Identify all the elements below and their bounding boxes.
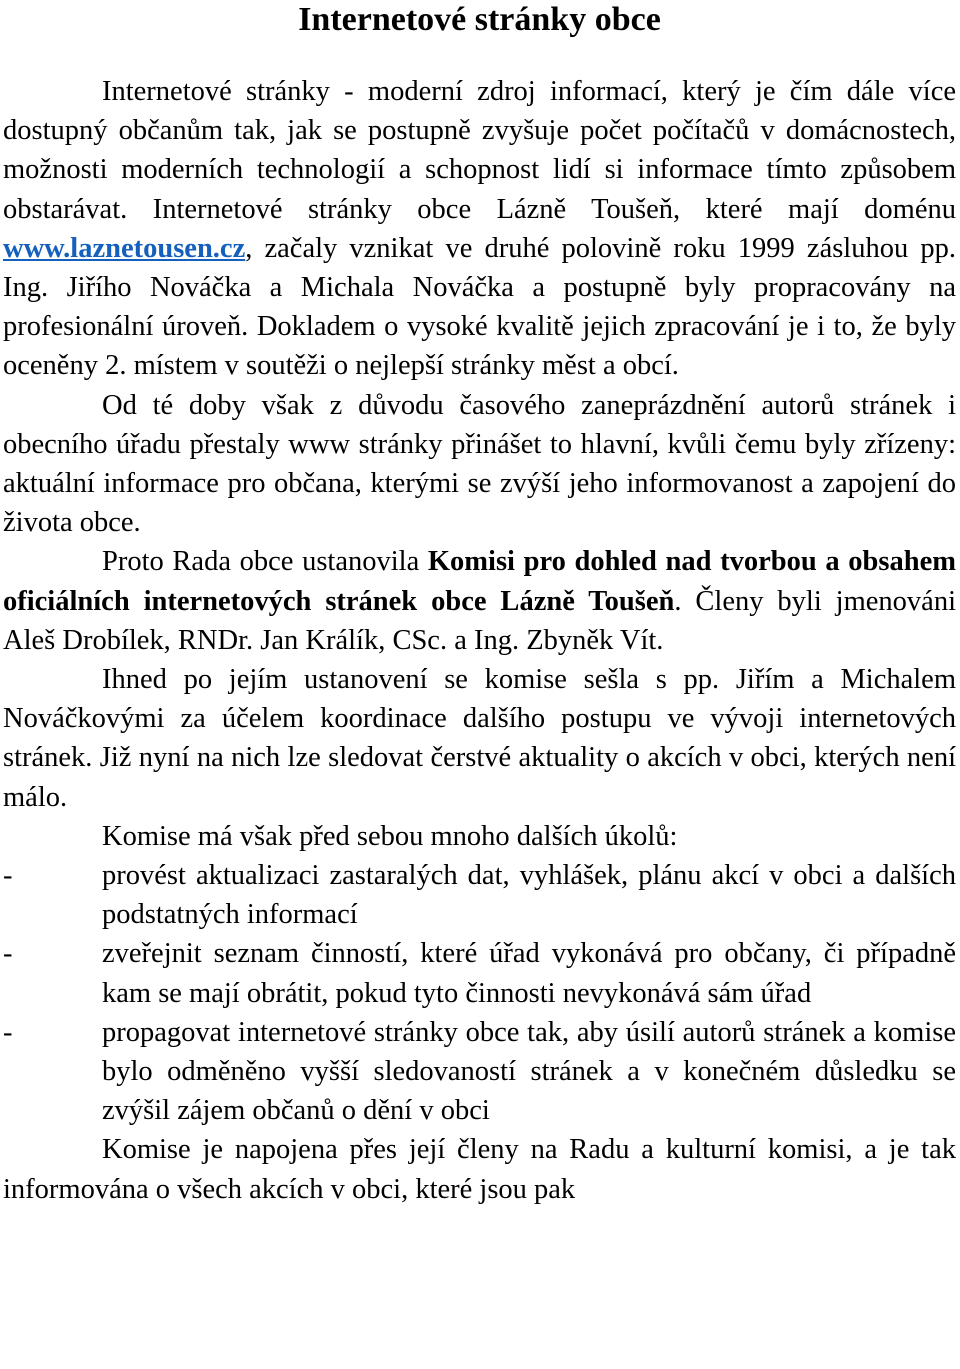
page-title: Internetové stránky obce xyxy=(298,1,661,38)
website-link[interactable]: www.laznetousen.cz xyxy=(3,232,246,264)
list-dash: - xyxy=(3,860,13,892)
list-dash: - xyxy=(3,938,13,970)
paragraph-committee: Proto Rada obce ustanovila Komisi pro dohled nad tvorbou a obsahem oficiálních internetových stránek obce Lázně Toušeň. Členy byli jmenováni Aleš Drobílek, RNDr. Jan Králík, CSc. a Ing. Zbyněk Vít. xyxy=(3,546,956,656)
list-dash: - xyxy=(3,1016,13,1048)
task-text: zveřejnit seznam činností, které úřad vykonává pro občany, či případně kam se mají obrátit, pokud tyto činnosti nevykonává sám úřad xyxy=(102,938,956,1009)
paragraph-intro: Internetové stránky - moderní zdroj informací, který je čím dále více dostupný občanům tak, jak se postupně zvyšuje počet počítačů v domácnostech, možnosti moderních technologií a schopnost lidí si informace tímto způsobem obstarávat. Internetové stránky obce Lázně Toušeň, které mají doménu www.laznetousen.cz, začaly vznikat ve druhé polovině roku 1999 zásluhou pp. Ing. Jiřího Nováčka a Michala Nováčka a postupně byly propracovány na profesionální úroveň. Dokladem o vysoké kvalitě jejich zpracování je i to, že byly oceněny 2. místem v soutěži o nejlepší stránky měst a obcí. xyxy=(3,76,956,382)
paragraph-tasks-intro: Komise má však před sebou mnoho dalších úkolů: xyxy=(102,820,678,852)
paragraph-problem: Od té doby však z důvodu časového zaneprázdnění autorů stránek i obecního úřadu přestaly www stránky přinášet to hlavní, kvůli čemu byly zřízeny: aktuální informace pro občana, kterými se zvýší jeho informovanost a zapojení do života obce. xyxy=(3,389,956,539)
committee-name: Komisi pro dohled nad tvorbou a obsahem oficiálních internetových stránek obce Lázně Toušeň xyxy=(3,546,956,617)
paragraph-meeting: Ihned po jejím ustanovení se komise sešla s pp. Jiřím a Michalem Nováčkovými za účelem koordinace dalšího postupu ve vývoji internetových stránek. Již nyní na nich lze sledovat čerstvé aktuality o akcích v obci, kterých není málo. xyxy=(3,664,956,813)
task-text: propagovat internetové stránky obce tak, aby úsilí autorů stránek a komise bylo odměněno vyšší sledovaností stránek a v konečném důsledku se zvýšil zájem občanů o dění v obci xyxy=(102,1016,956,1127)
task-text: provést aktualizaci zastaralých dat, vyhlášek, plánu akcí v obci a dalších podstatných informací xyxy=(102,860,956,931)
list-item xyxy=(3,934,956,1012)
list-item xyxy=(3,856,956,934)
list-item xyxy=(3,1013,956,1131)
paragraph-connection: Komise je napojena přes její členy na Radu a kulturní komisi, a je tak informována o všech akcích v obci, které jsou pak xyxy=(3,1134,956,1205)
